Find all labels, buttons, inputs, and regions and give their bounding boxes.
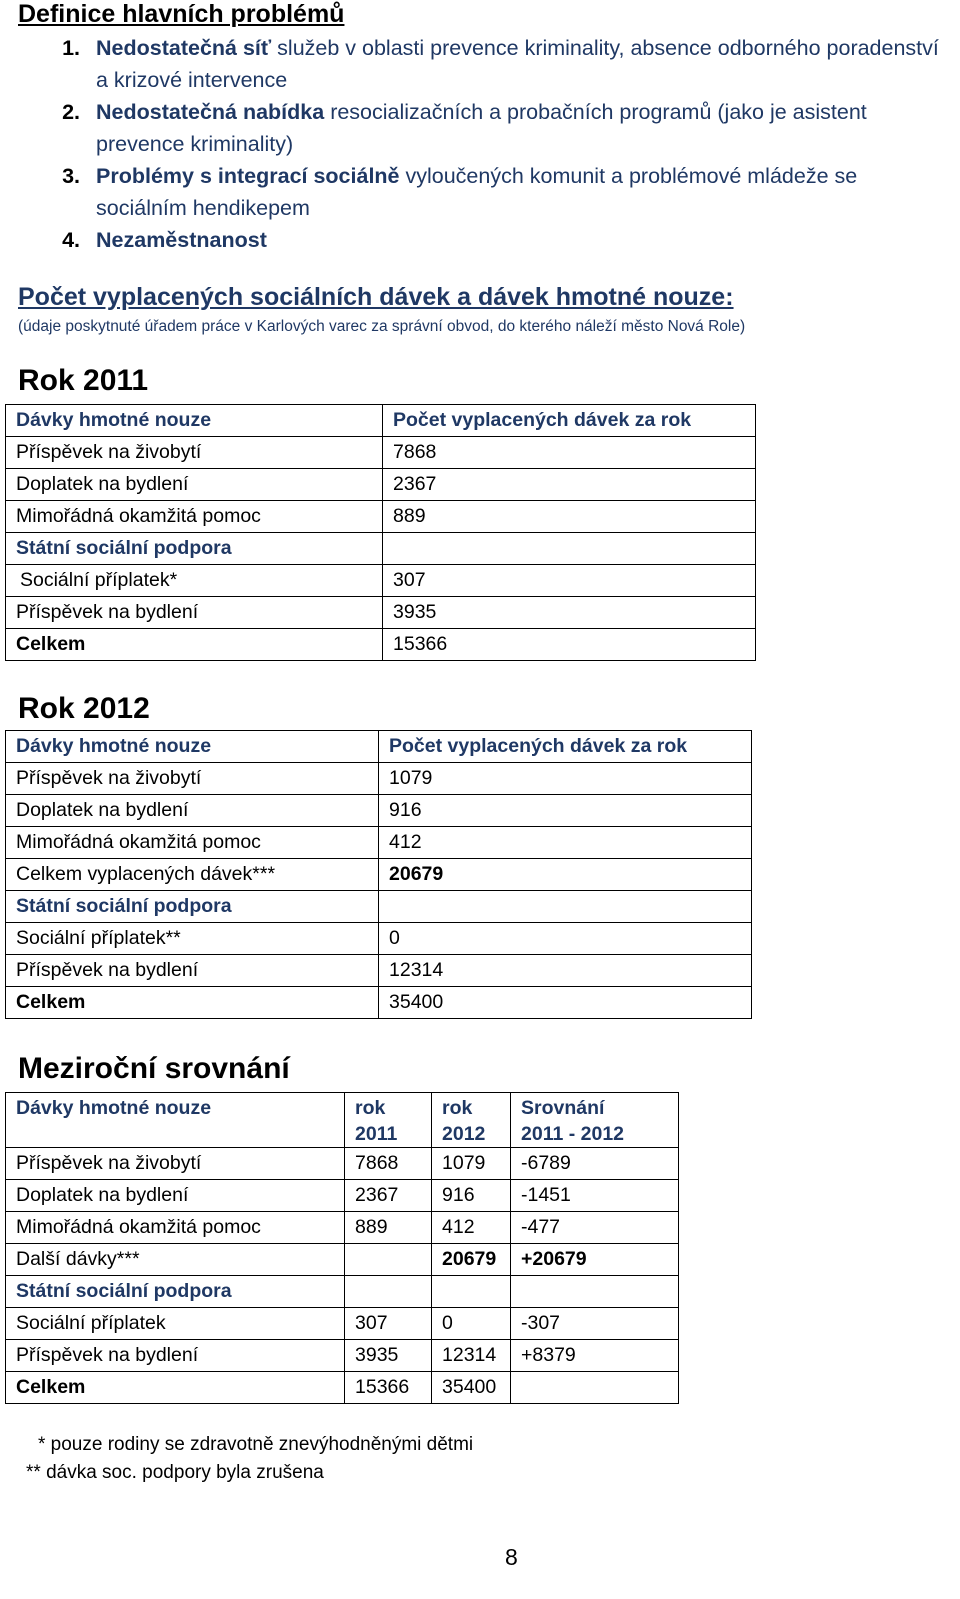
- table-row: [6, 1340, 679, 1372]
- list-item-text: služeb v oblasti prevence kriminality, absence odborného poradenství a krizové intervence: [96, 36, 939, 92]
- table-row: [6, 827, 752, 859]
- value-2011: [345, 1244, 432, 1276]
- column-header: [345, 1093, 432, 1148]
- value-2011: 7868: [345, 1148, 432, 1180]
- value-2012: 1079: [432, 1148, 511, 1180]
- row-label: Celkem: [6, 1372, 345, 1404]
- list-number: 4.: [62, 228, 80, 252]
- table-row: [6, 597, 756, 629]
- list-number: 1.: [62, 36, 80, 60]
- value-diff: +20679: [511, 1244, 679, 1276]
- header-line: rok: [442, 1097, 473, 1119]
- row-label: Příspěvek na bydlení: [6, 955, 379, 987]
- table-header-row: [6, 731, 752, 763]
- header-line: rok: [355, 1097, 386, 1119]
- value-2012: 0: [432, 1308, 511, 1340]
- value-2012: 20679: [432, 1244, 511, 1276]
- row-label: Doplatek na bydlení: [6, 469, 383, 501]
- table-row: [6, 533, 756, 565]
- column-header: Počet vyplacených dávek za rok: [383, 405, 756, 437]
- list-item: [18, 224, 943, 256]
- table-2012: [5, 730, 752, 1019]
- row-value: 889: [383, 501, 756, 533]
- table-2011: [5, 404, 756, 661]
- header-line: 2011 - 2012: [521, 1123, 625, 1145]
- value-diff: -6789: [511, 1148, 679, 1180]
- row-value: 20679: [379, 859, 752, 891]
- value-diff: [511, 1372, 679, 1404]
- table-row: [6, 629, 756, 661]
- row-label: Doplatek na bydlení: [6, 1180, 345, 1212]
- table-row: [6, 923, 752, 955]
- header-line: 2012: [442, 1123, 486, 1145]
- value-2011: 889: [345, 1212, 432, 1244]
- year-2011-title: Rok 2011: [18, 364, 149, 397]
- table-row: [6, 763, 752, 795]
- row-label: Státní sociální podpora: [6, 533, 383, 565]
- row-value: 2367: [383, 469, 756, 501]
- list-item: [18, 32, 943, 96]
- source-note: (údaje poskytnuté úřadem práce v Karlových varec za správní obvod, do kterého náleží město Nová Role): [18, 318, 746, 335]
- table-row: [6, 859, 752, 891]
- table-row: [6, 891, 752, 923]
- table-row: [6, 1180, 679, 1212]
- list-item-bold: Nezaměstnanost: [96, 228, 267, 252]
- value-2012: [432, 1276, 511, 1308]
- row-label: Sociální příplatek*: [6, 565, 383, 597]
- header-line: 2011: [355, 1123, 398, 1145]
- row-label: Mimořádná okamžitá pomoc: [6, 1212, 345, 1244]
- value-diff: -307: [511, 1308, 679, 1340]
- table-row: [6, 1308, 679, 1340]
- list-item-bold: Problémy s integrací sociálně: [96, 164, 400, 188]
- row-value: 35400: [379, 987, 752, 1019]
- footnote: * pouze rodiny se zdravotně znevýhodněnými dětmi: [38, 1434, 474, 1455]
- value-2012: 12314: [432, 1340, 511, 1372]
- row-label: Příspěvek na živobytí: [6, 437, 383, 469]
- table-row: [6, 1212, 679, 1244]
- list-item-bold: Nedostatečná nabídka: [96, 100, 325, 124]
- list-item: [18, 160, 943, 224]
- row-label: Další dávky***: [6, 1244, 345, 1276]
- row-label: Celkem vyplacených dávek***: [6, 859, 379, 891]
- value-2012: 916: [432, 1180, 511, 1212]
- value-2011: 15366: [345, 1372, 432, 1404]
- comparison-table: [5, 1092, 679, 1404]
- list-item-bold: Nedostatečná síť: [96, 36, 272, 60]
- list-item-text: resocializačních a probačních programů (jako je asistent prevence kriminality): [96, 100, 867, 156]
- column-header: [511, 1093, 679, 1148]
- year-2012-title: Rok 2012: [18, 692, 150, 725]
- row-value: 3935: [383, 597, 756, 629]
- list-item-text: vyloučených komunit a problémové mládeže se sociálním hendikepem: [96, 164, 858, 220]
- column-header: [432, 1093, 511, 1148]
- table-header-row: [6, 1093, 679, 1148]
- row-label: Doplatek na bydlení: [6, 795, 379, 827]
- row-label: Příspěvek na živobytí: [6, 763, 379, 795]
- row-value: [383, 533, 756, 565]
- value-2011: 2367: [345, 1180, 432, 1212]
- column-header: Dávky hmotné nouze: [6, 1093, 345, 1148]
- row-label: Státní sociální podpora: [6, 1276, 345, 1308]
- value-diff: +8379: [511, 1340, 679, 1372]
- column-header: Dávky hmotné nouze: [6, 731, 379, 763]
- table-row: [6, 565, 756, 597]
- table-row: [6, 795, 752, 827]
- list-number: 2.: [62, 100, 80, 124]
- column-header: Dávky hmotné nouze: [6, 405, 383, 437]
- table-row: [6, 955, 752, 987]
- table-row: [6, 469, 756, 501]
- table-row: [6, 1244, 679, 1276]
- row-value: 412: [379, 827, 752, 859]
- row-label: Celkem: [6, 987, 379, 1019]
- section-heading: Počet vyplacených sociálních dávek a dávek hmotné nouze:: [18, 283, 734, 311]
- value-diff: [511, 1276, 679, 1308]
- row-value: 307: [383, 565, 756, 597]
- row-label: Příspěvek na bydlení: [6, 597, 383, 629]
- row-label: Sociální příplatek**: [6, 923, 379, 955]
- row-value: 1079: [379, 763, 752, 795]
- list-item: [18, 96, 943, 160]
- table-row: [6, 437, 756, 469]
- row-label: Mimořádná okamžitá pomoc: [6, 501, 383, 533]
- value-2011: [345, 1276, 432, 1308]
- table-row: [6, 1148, 679, 1180]
- row-value: 7868: [383, 437, 756, 469]
- list-number: 3.: [62, 164, 80, 188]
- comparison-title: Meziroční srovnání: [18, 1052, 290, 1085]
- row-label: Sociální příplatek: [6, 1308, 345, 1340]
- row-value: [379, 891, 752, 923]
- value-2011: 3935: [345, 1340, 432, 1372]
- footnote: ** dávka soc. podpory byla zrušena: [26, 1462, 324, 1483]
- page-number: 8: [505, 1544, 518, 1570]
- table-header-row: [6, 405, 756, 437]
- page-heading: Definice hlavních problémů: [18, 0, 345, 28]
- row-value: 12314: [379, 955, 752, 987]
- row-label: Příspěvek na bydlení: [6, 1340, 345, 1372]
- value-2012: 35400: [432, 1372, 511, 1404]
- column-header: Počet vyplacených dávek za rok: [379, 731, 752, 763]
- table-row: [6, 1372, 679, 1404]
- value-2012: 412: [432, 1212, 511, 1244]
- table-row: [6, 1276, 679, 1308]
- row-value: 916: [379, 795, 752, 827]
- problems-list: [18, 32, 943, 256]
- row-label: Celkem: [6, 629, 383, 661]
- row-label: Státní sociální podpora: [6, 891, 379, 923]
- row-label: Příspěvek na živobytí: [6, 1148, 345, 1180]
- row-value: 15366: [383, 629, 756, 661]
- table-row: [6, 987, 752, 1019]
- value-diff: -477: [511, 1212, 679, 1244]
- value-2011: 307: [345, 1308, 432, 1340]
- value-diff: -1451: [511, 1180, 679, 1212]
- row-value: 0: [379, 923, 752, 955]
- header-line: Srovnání: [521, 1097, 605, 1119]
- table-row: [6, 501, 756, 533]
- row-label: Mimořádná okamžitá pomoc: [6, 827, 379, 859]
